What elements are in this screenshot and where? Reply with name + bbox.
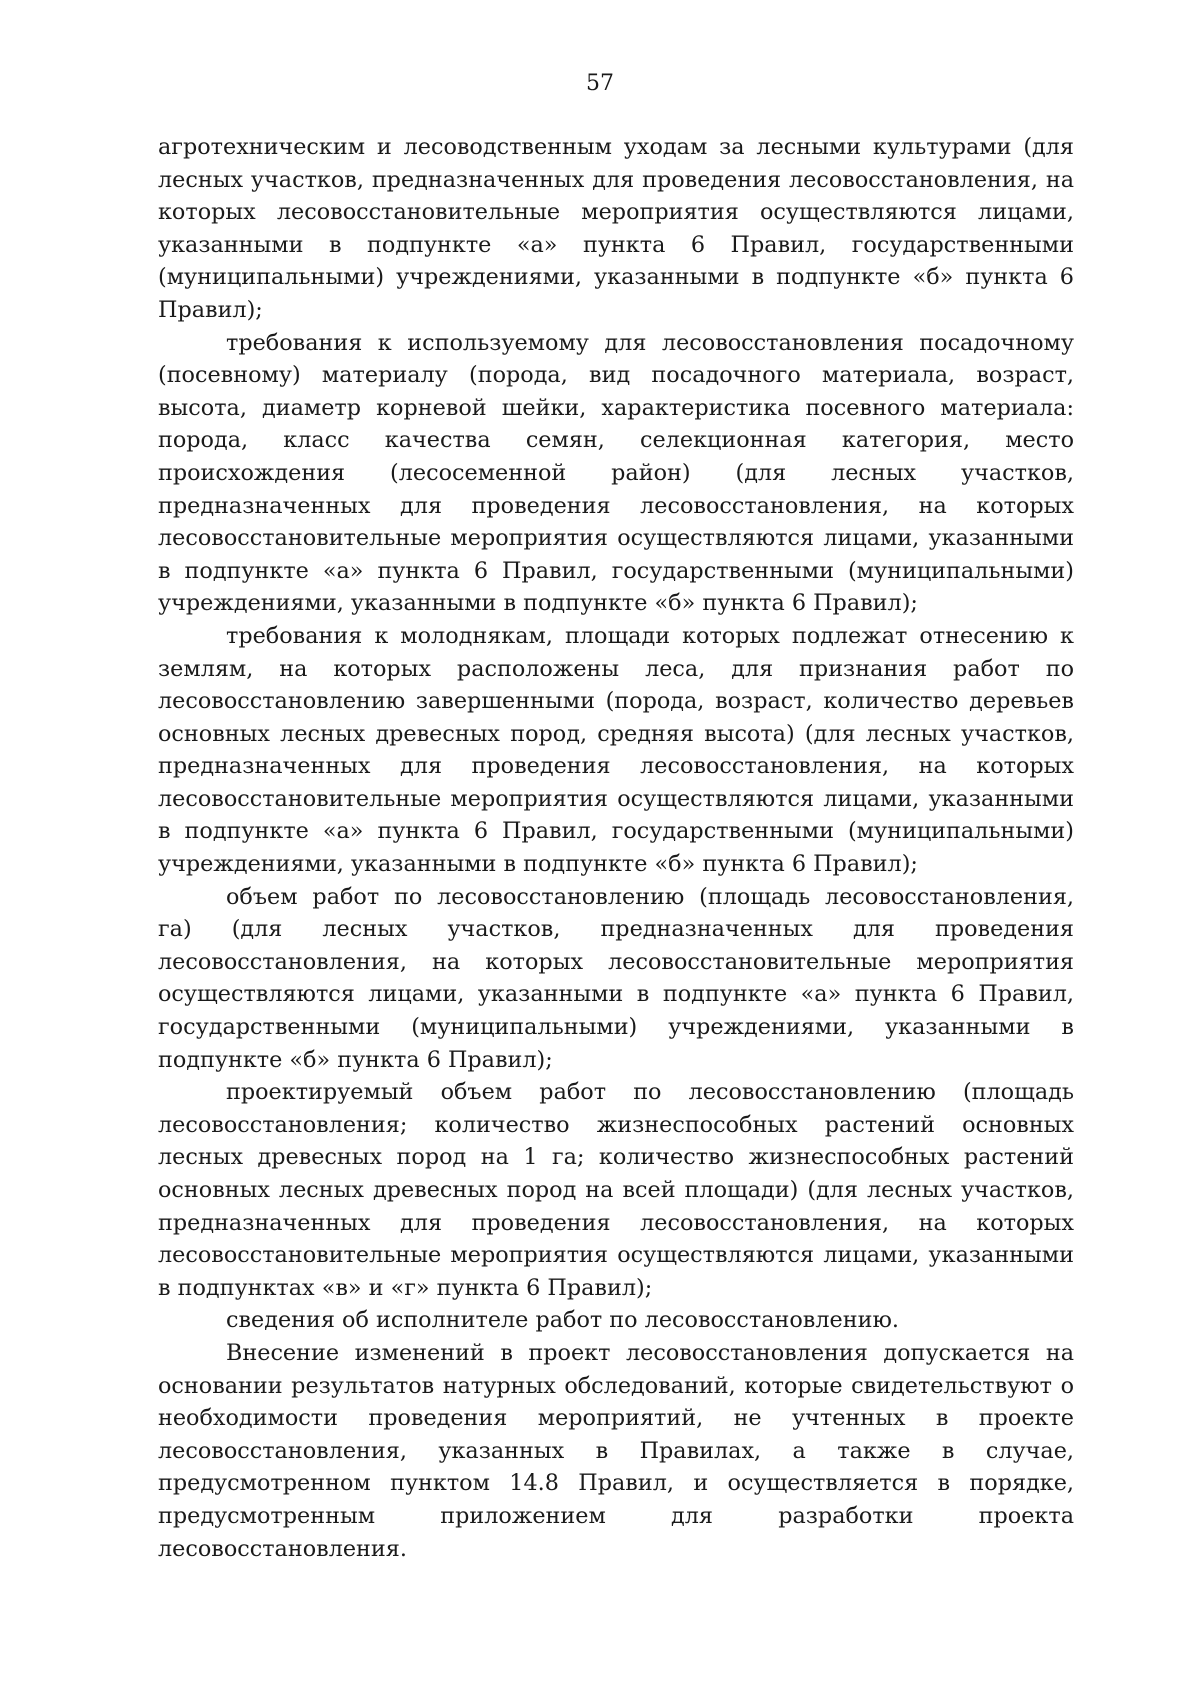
paragraph-project-amendments: Внесение изменений в проект лесовосстановления допускается на основании результатов натурных обследований, которые свидетельствуют о необходимости проведения мероприятий, не учтенных в проекте лесовосстановления, указанных в Правилах, а также в случае, предусмотренном пунктом 14.8 Правил, и осуществляется в порядке, предусмотренным приложением для разработки проекта лесовосстановления. — [158, 1339, 1074, 1562]
paragraph-work-volume: объем работ по лесовосстановлению (площадь лесовосстановления, га) (для лесных участков, предназначенных для проведения лесовосстановления, на которых лесовосстановительные мероприятия осуществляются лицами, указанными в подпункте «а» пункта 6 Правил, государственными (муниципальными) учреждениями, указанными в подпункте «б» пункта 6 Правил); — [158, 883, 1074, 1073]
paragraph-planting-material-requirements: требования к используемому для лесовосстановления посадочному (посевному) материалу (порода, вид посадочного материала, возраст, высота, диаметр корневой шейки, характеристика посевного материала: порода, класс качества семян, селекционная категория, место происхождения (лесосеменной район) (для лесных участков, предназначенных для проведения лесовосстановления, на которых лесовосстановительные мероприятия осуществляются лицами, указанными в подпункте «а» пункта 6 Правил, государственными (муниципальными) учреждениями, указанными в подпункте «б» пункта 6 Правил); — [158, 329, 1074, 617]
paragraph-contractor-info: сведения об исполнителе работ по лесовосстановлению. — [226, 1307, 899, 1334]
page-number: 57 — [586, 71, 614, 96]
paragraph-young-stand-requirements: требования к молоднякам, площади которых подлежат отнесению к землям, на которых расположены леса, для признания работ по лесовосстановлению завершенными (порода, возраст, количество деревьев основных лесных древесных пород, средняя высота) (для лесных участков, предназначенных для проведения лесовосстановления, на которых лесовосстановительные мероприятия осуществляются лицами, указанными в подпункте «а» пункта 6 Правил, государственными (муниципальными) учреждениями, указанными в подпункте «б» пункта 6 Правил); — [158, 622, 1074, 878]
paragraph-projected-work-volume: проектируемый объем работ по лесовосстановлению (площадь лесовосстановления; количество жизнеспособных растений основных лесных древесных пород на 1 га; количество жизнеспособных растений основных лесных древесных пород на всей площади) (для лесных участков, предназначенных для проведения лесовосстановления, на которых лесовосстановительные мероприятия осуществляются лицами, указанными в подпунктах «в» и «г» пункта 6 Правил); — [158, 1079, 1074, 1301]
document-body — [158, 131, 1074, 1565]
paragraph-continuation: агротехническим и лесоводственным уходам за лесными культурами (для лесных участков, предназначенных для проведения лесовосстановления, на которых лесовосстановительные мероприятия осуществляются лицами, указанными в подпункте «а» пункта 6 Правил, государственными (муниципальными) учреждениями, указанными в подпункте «б» пункта 6 Правил); — [158, 134, 1074, 323]
